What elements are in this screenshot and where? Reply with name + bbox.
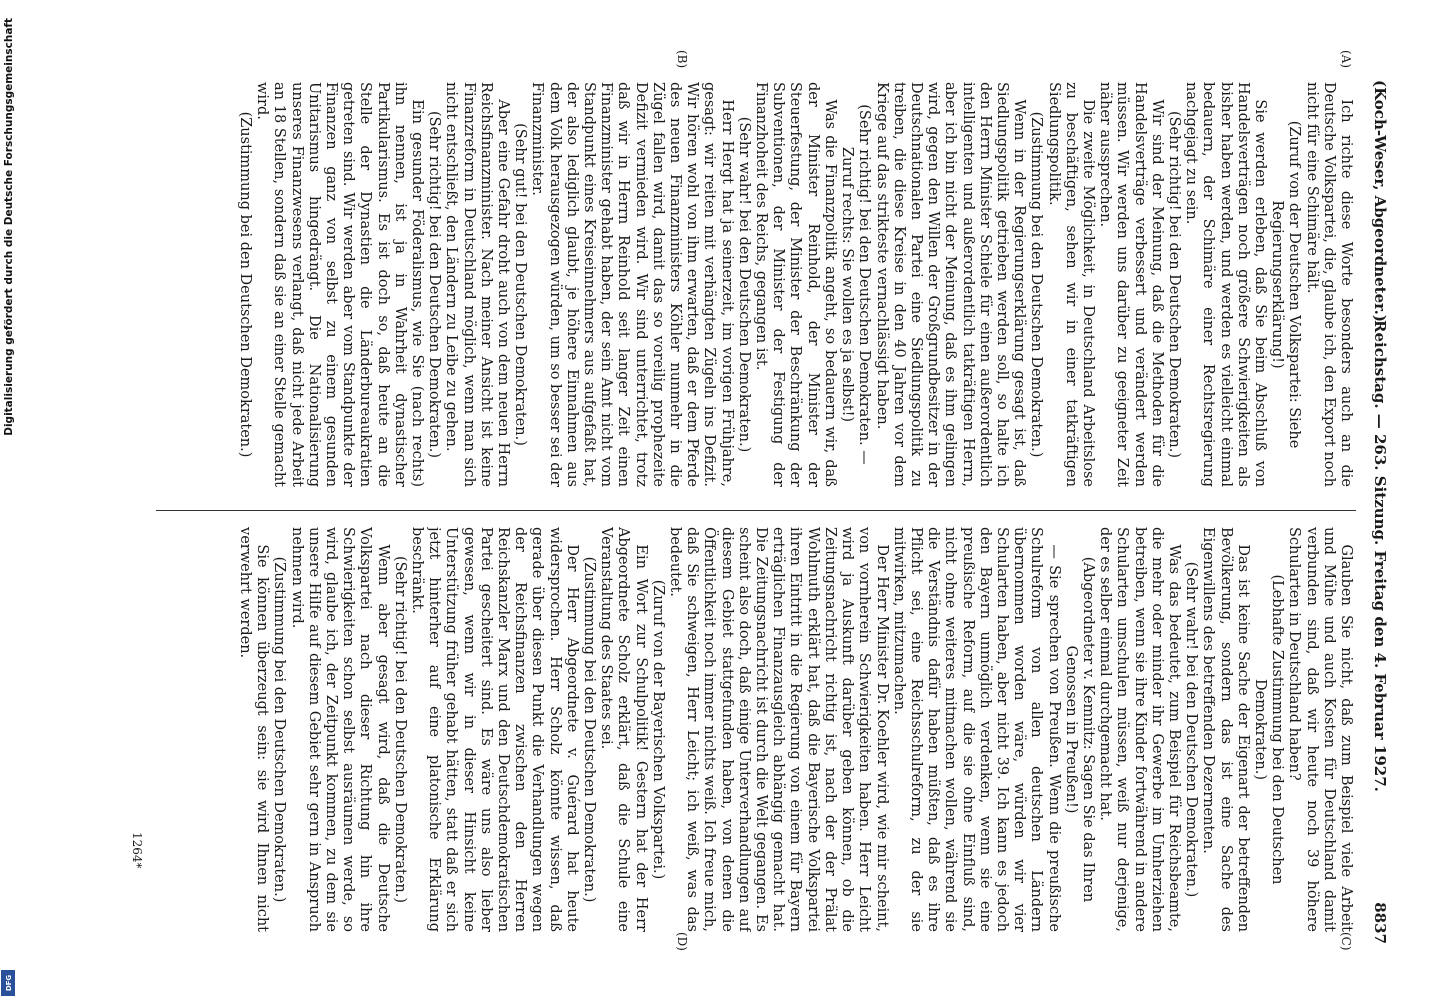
margin-marker-c: (C) [1339,932,1353,951]
paragraph: Ein Wort zur Schulpolitik! Gestern hat der Herr Abgeordnete Scholz erklärt, daß die Schule eine Veranstaltung des Staates sei. [598,527,649,932]
paragraph: Aber eine Gefahr droht auch von dem neuen Herrn Reichsfinanzminister. Nach meiner Ansicht ist keine Finanzreform in Deutschland möglich, wenn man sich nicht entschließt, den Ländern zu Leibe zu gehen. [443,82,512,487]
rotated-page [110,50,1390,952]
paragraph: — Sie sprechen von Preußen. Wenn die preußische Schulreform von allen deutschen Ländern übernommen worden wäre, würden wir vier Schularten haben, aber nicht 39. Ich kann es jedoch den Bayern unmöglich verdenken, wenn sie eine preußische Reform, auf die sie ohne Einfluß sind, nicht ohne weiteres mitmachen wollen, während sie die Verständnis dafür haben müßten, daß es ihre Pflicht sei, eine Reichsschulreform, zu der sie mitwirken, mitzumachen. [890,527,1062,932]
digitization-credit [2,0,16,1000]
interjection: (Sehr richtig! bei den Deutschen Demokraten.) [391,555,408,904]
page-header [1362,72,1390,952]
interjection: (Sehr wahr! bei den Deutschen Demokraten.) [1183,561,1200,898]
credit-text: Digitalisierung gefördert durch die Deutsche Forschungsgemeinschaft [3,18,15,436]
text-column-left [164,82,1354,487]
speaker-label: (Koch-Weser, Abgeordneter.) [1371,80,1389,322]
column-divider [156,510,1356,511]
interjection: (Zuruf von der Bayerischen Volkspartei.) [649,579,666,880]
text-column-right [164,527,1354,932]
paragraph: Ich richte diese Worte besonders auch an die Deutsche Volkspartei, die, glaube ich, den Export noch nicht für eine Schimäre hält. [1303,82,1354,487]
footer-number: 1264* [130,832,144,869]
paragraph: Der Herr Minister Dr. Koehler wird, wie mir scheint, von vornherein Schwierigkeiten haben. Herr Leicht wird ja Auskunft darüber geben können, ob die Zeitungsnachricht richtig ist, nach der der Prälat Wohlmuth erklärt hat, daß die Bayerische Volkspartei ihren Eintritt in die Regierung von einem für Bayern erträglichen Finanzausgleich abhängig gemacht hat. Die Zeitungsnachricht ist durch die Welt gegangen. Es scheint also doch, daß einige Unterverhandlungen auf diesem Gebiet stattgefunden haben, von denen die Öffentlichkeit noch immer nichts weiß. Ich freue mich, daß Sie schweigen, Herr Leicht; ich weiß, was das bedeutet. [667,527,890,932]
interjection: (Sehr richtig! bei den Deutschen Demokraten.) [1165,110,1182,459]
interjection: (Zuruf von der Deutschen Volkspartei: Siehe Regierungserklärung!) [1269,120,1303,449]
session-title: Reichstag. — 263. Sitzung. Freitag den 4. Februar 1927. [1371,320,1389,792]
dfg-logo-text: DFG [5,974,14,992]
interjection: (Sehr richtig! bei den Deutschen Demokraten. — Zuruf rechts: Sie wollen es ja selbst!) [839,104,873,465]
paragraph: Sie können überzeugt sein: sie wird Ihnen nicht verwehrt werden. [237,527,271,932]
paragraph: Was das bedeutet, zum Beispiel für Reichsbeamte, die mehr oder minder ihr Gewerbe im Umherziehen betreiben, wenn sie ihre Kinder fortwährend in andere Schularten umschulen müssen, weiß nur derjenige, der es selber einmal durchgemacht hat. [1097,527,1182,932]
interjection: (Lebhafte Zustimmung bei den Deutschen Demokraten.) [1251,574,1286,885]
page-frame [110,50,1390,952]
paragraph: Wir sind der Meinung, daß die Methoden für die Handelsverträge verbessert und verändert werden müssen. Wir werden uns darüber zu geeigneter Zeit näher aussprechen. [1097,82,1165,487]
paragraph: Der Herr Abgeordnete v. Guérard hat heute widersprochen. Herr Scholz könnte wissen, daß gerade über diesen Punkt die Verhandlungen wegen der Reichsfinanzen zwischen den Herren Reichskanzler Marx und den Deutschdemokratischen Partei gescheitert sind. Es wäre uns also lieber gewesen, wenn wir in dieser Hinsicht keine Unterstützung früher gehabt hätten, statt daß er sich jetzt hinterher auf eine platonische Erklärung beschränkt. [409,527,580,932]
interjection: (Sehr wahr! bei den Deutschen Demokraten.) [735,116,752,453]
paragraph: Herr Hergt hat ja seinerzeit, im vorigen Frühjahre, gesagt: wir reiten mit verhängten Zügeln ins Defizit. Wir hören wohl von ihm erwarten, daß er dem Pferde des neuen Finanzministers Köhler nunmehr in die Zügel fallen wird, damit das so voreilig prophezeite Defizit vermieden wird. Wir sind unterrichtet, trotz daß wir in Herrn Reinhold seit langer Zeit einen Finanzminister gehabt haben, der sein Amt nicht vom Standpunkt eines Kreiseinnehmers aus aufgefaßt hat, der also lediglich glaubt, je höhere Einnahmen aus dem Volk herausgezogen würden, um so besser sei der Finanzminister. [529,82,735,487]
margin-marker-d: (D) [675,932,689,951]
paragraph: Ein gesunder Föderalismus, wie Sie (nach rechts) ihn nennen, ist ja in Wahrheit dynastischer Partikularismus. Es ist doch so, daß heute an die Stelle der Dynastien die Länderbureaukratien getreten sind. Wir werden aber vom Standpunkte der Finanzen ganz von selbst zu einem gesunden Unitarismus hingedrängt. Die Nationalisierung unseres Finanzwesens verlangt, daß nicht jede Arbeit an 18 Stellen, sondern daß sie an einer Stelle gemacht wird. [254,82,426,487]
interjection: (Zustimmung bei den Deutschen Demokraten.) [581,556,598,903]
interjection: (Zustimmung bei den Deutschen Demokraten.) [237,111,253,458]
paragraph: Wenn in der Regierungserklärung gesagt ist, daß Siedlungspolitik getrieben werden soll, so halte ich den Herrn Minister Schiele für einen außerordentlich intelligenten und außerordentlich tatkräftigen Herrn, aber ich bin nicht der Meinung, daß es ihm gelingen wird, gegen den Willen der Großgrundbesitzer in der Deutschnationalen Partei eine Siedlungspolitik zu treiben, die diese Kreise in den 40 Jahren vor dem Kriege auf das strikteste vernachlässigt haben. [873,82,1028,487]
interjection: (Sehr gut! bei den Deutschen Demokraten.) [512,123,529,446]
margin-marker-b: (B) [675,50,689,69]
interjection: (Abgeordneter v. Kemnitz: Sagen Sie das Ihren Genossen in Preußen!) [1062,556,1096,903]
paragraph: Das ist keine Sache der Eigenart der betreffenden Bevölkerung, sondern das ist eine Sache des Eigenwillens des betreffenden Dezernenten. [1200,527,1251,932]
paragraph: Sie werden erleben, daß Sie beim Abschluß von Handelsverträgen noch größere Schwierigkeiten als bisher haben werden, und werden es vielleicht einmal bedauern, der Schimäre einer Rechtsregierung nachgejagt zu sein. [1183,82,1268,487]
paragraph: Die zweite Möglichkeit, in Deutschland Arbeitslose zu beschäftigen, sehen wir in einer tatkräftigen Siedlungspolitik. [1045,82,1096,487]
paragraph: Glauben Sie nicht, daß zum Beispiel viele Arbeit und Mühe und auch Kosten für Deutschland damit verbunden sind, daß wir heute noch 39 höhere Schularten in Deutschland haben? [1286,527,1354,932]
margin-marker-a: (A) [1339,50,1353,69]
page-number: 8837 [1371,902,1389,944]
paragraph: Was die Finanzpolitik angeht, so bedauern wir, daß der Minister Reinhold, der Minister der Steuerfestung, der Minister der Beschränkung der Subventionen, der Minister der Festigung der Finanzhoheit des Reichs, gegangen ist. [753,82,838,487]
paragraph: Wenn aber gesagt wird, daß die Deutsche Volkspartei nach dieser Richtung hin ihre Schwierigkeiten schon selbst ausräumen werde, so wird, glaube ich, der Zeitpunkt kommen, zu dem sie unsere Hilfe auf diesem Gebiet sehr gern in Anspruch nehmen wird. [288,527,391,932]
interjection: (Sehr richtig! bei den Deutschen Demokraten.) [426,110,443,459]
interjection: (Zustimmung bei den Deutschen Demokraten.) [1028,111,1045,458]
dfg-logo [1,970,15,996]
interjection: (Zustimmung bei den Deutschen Demokraten.) [271,556,288,903]
